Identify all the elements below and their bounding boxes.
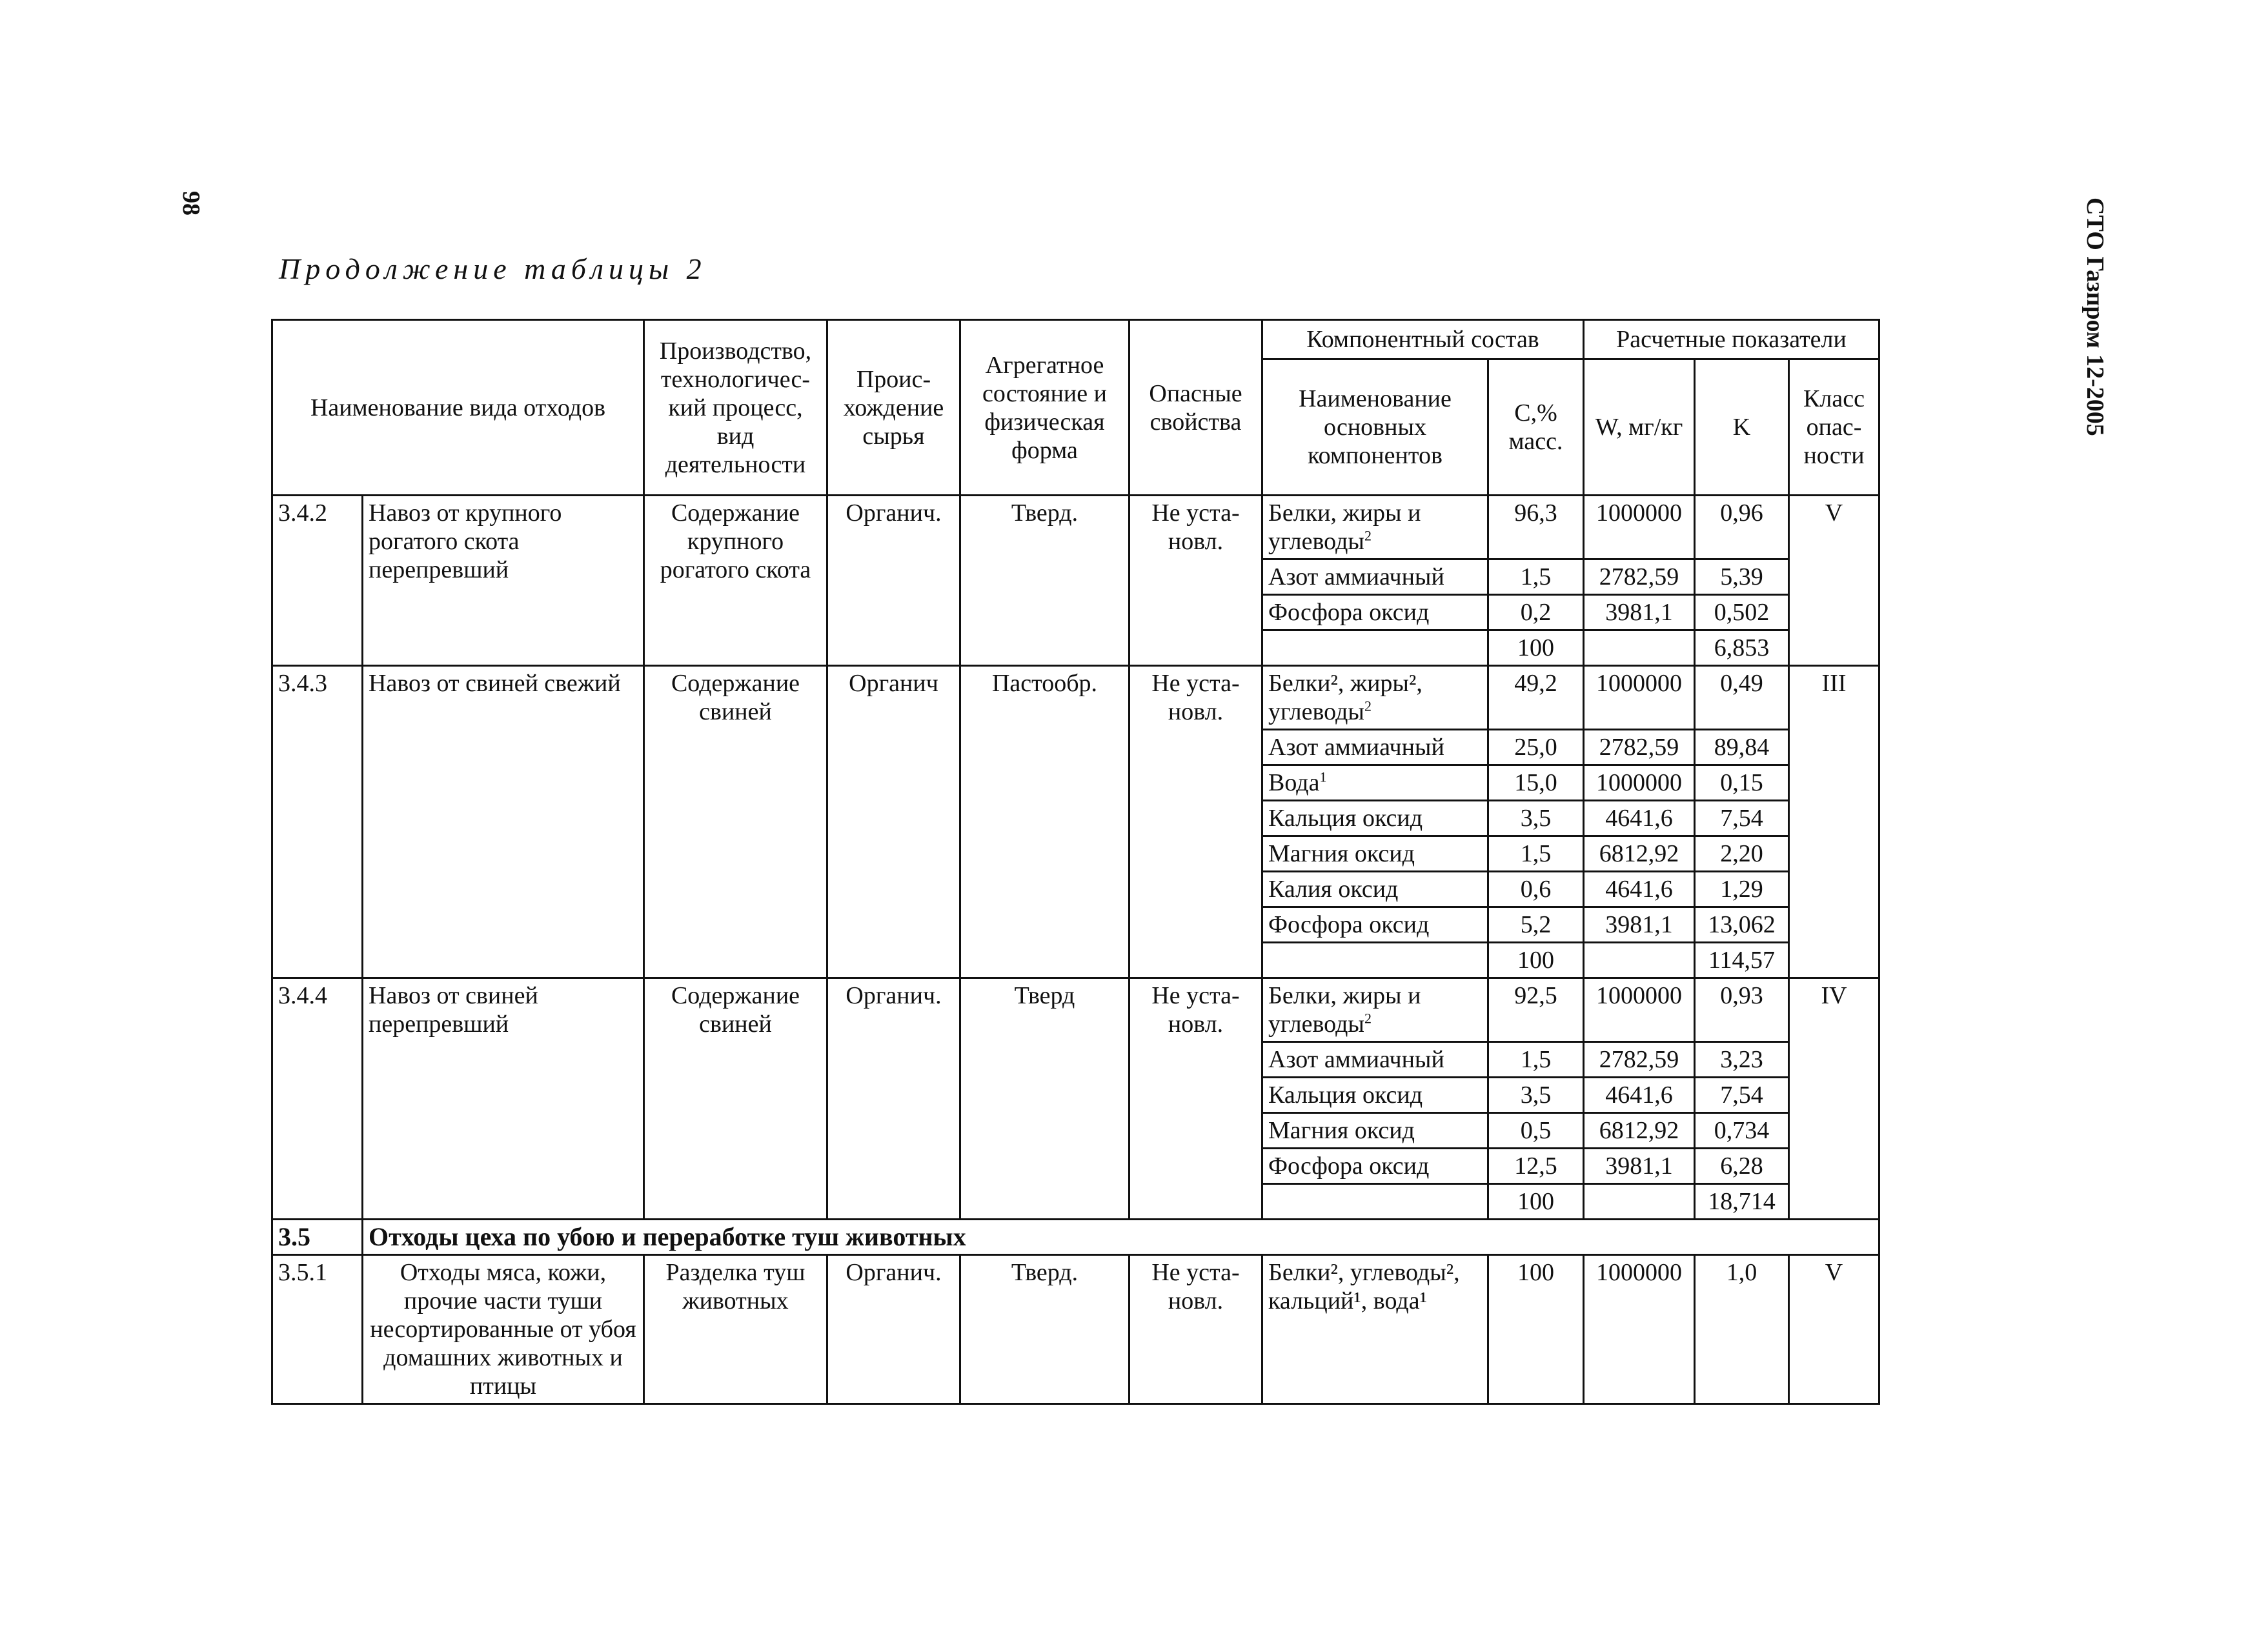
total-c: 100: [1488, 630, 1584, 666]
row-class: V: [1789, 496, 1879, 666]
header-calc-group: Расчетные показатели: [1584, 320, 1879, 359]
component-name: Магния оксид: [1262, 1113, 1488, 1149]
component-name: Магния оксид: [1262, 836, 1488, 872]
row-name: Навоз от крупного рогатого скота перепревший: [363, 496, 644, 666]
component-c: 5,2: [1488, 907, 1584, 943]
total-blank: [1584, 943, 1695, 978]
total-k: 18,714: [1695, 1184, 1789, 1220]
section-row: [272, 1220, 1879, 1255]
table-row: [272, 1255, 1879, 1404]
component-k: 1,29: [1695, 872, 1789, 907]
component-w: 3981,1: [1584, 595, 1695, 630]
header-origin: Проис-хождение сырья: [827, 320, 960, 496]
header-component-group: Компонентный состав: [1262, 320, 1584, 359]
header-state: Агрегатное состояние и физическая форма: [960, 320, 1129, 496]
component-c: 0,2: [1488, 595, 1584, 630]
component-name: Кальция оксид: [1262, 801, 1488, 836]
row-state: Тверд.: [960, 1255, 1129, 1404]
component-k: 3,23: [1695, 1042, 1789, 1078]
component-w: 1000000: [1584, 1255, 1695, 1404]
header-hazard: Опасные свойства: [1129, 320, 1262, 496]
row-production: Содержание свиней: [644, 978, 827, 1220]
row-name: Навоз от свиней свежий: [363, 666, 644, 978]
component-k: 5,39: [1695, 559, 1789, 595]
row-name: Навоз от свиней перепревший: [363, 978, 644, 1220]
row-class: V: [1789, 1255, 1879, 1404]
component-w: 3981,1: [1584, 1149, 1695, 1184]
component-c: 12,5: [1488, 1149, 1584, 1184]
component-w: 2782,59: [1584, 730, 1695, 765]
total-blank: [1262, 630, 1488, 666]
component-c: 1,5: [1488, 1042, 1584, 1078]
row-origin: Органич.: [827, 1255, 960, 1404]
row-state: Пастообр.: [960, 666, 1129, 978]
component-k: 7,54: [1695, 801, 1789, 836]
page-number: 98: [177, 191, 205, 216]
document-code: СТО Газпром 12-2005: [2081, 197, 2109, 436]
component-c: 1,5: [1488, 559, 1584, 595]
component-name: Белки, жиры и углеводы$^2$: [1262, 978, 1488, 1042]
row-production: Содержание свиней: [644, 666, 827, 978]
component-name: Фосфора оксид: [1262, 595, 1488, 630]
table-row: [272, 666, 1879, 730]
total-blank: [1584, 1184, 1695, 1220]
table-caption: Продолжение таблицы 2: [279, 252, 707, 285]
total-blank: [1262, 943, 1488, 978]
component-w: 4641,6: [1584, 872, 1695, 907]
component-w: 1000000: [1584, 765, 1695, 801]
section-code: 3.5: [272, 1220, 363, 1255]
row-production: Содержание крупного рогатого скота: [644, 496, 827, 666]
component-name: Калия оксид: [1262, 872, 1488, 907]
component-name: Азот аммиачный: [1262, 1042, 1488, 1078]
component-name: Белки², углеводы², кальций¹, вода¹: [1262, 1255, 1488, 1404]
component-c: 3,5: [1488, 801, 1584, 836]
component-k: 6,28: [1695, 1149, 1789, 1184]
component-c: 49,2: [1488, 666, 1584, 730]
row-hazard: Не уста-новл.: [1129, 666, 1262, 978]
component-c: 3,5: [1488, 1078, 1584, 1113]
component-name: Белки, жиры и углеводы$^2$: [1262, 496, 1488, 559]
component-k: 0,49: [1695, 666, 1789, 730]
component-w: 4641,6: [1584, 1078, 1695, 1113]
waste-table: [271, 319, 1880, 1405]
header-w: W, мг/кг: [1584, 359, 1695, 496]
total-blank: [1584, 630, 1695, 666]
row-code: 3.5.1: [272, 1255, 363, 1404]
component-k: 2,20: [1695, 836, 1789, 872]
component-c: 25,0: [1488, 730, 1584, 765]
row-class: III: [1789, 666, 1879, 978]
row-hazard: Не уста-новл.: [1129, 1255, 1262, 1404]
total-c: 100: [1488, 943, 1584, 978]
row-code: 3.4.3: [272, 666, 363, 978]
component-k: 1,0: [1695, 1255, 1789, 1404]
component-w: 2782,59: [1584, 1042, 1695, 1078]
component-c: 100: [1488, 1255, 1584, 1404]
component-name: Азот аммиачный: [1262, 559, 1488, 595]
row-origin: Органич: [827, 666, 960, 978]
component-k: 0,502: [1695, 595, 1789, 630]
row-hazard: Не уста-новл.: [1129, 978, 1262, 1220]
component-k: 13,062: [1695, 907, 1789, 943]
table-row: [272, 978, 1879, 1042]
component-name: Фосфора оксид: [1262, 907, 1488, 943]
component-name: Кальция оксид: [1262, 1078, 1488, 1113]
component-k: 0,15: [1695, 765, 1789, 801]
row-origin: Органич.: [827, 978, 960, 1220]
table-row: [272, 496, 1879, 559]
component-k: 7,54: [1695, 1078, 1789, 1113]
header-name: Наименование вида отходов: [272, 320, 644, 496]
component-name: Вода$^1$: [1262, 765, 1488, 801]
total-k: 114,57: [1695, 943, 1789, 978]
header-row-top: [272, 320, 1879, 359]
component-c: 1,5: [1488, 836, 1584, 872]
component-w: 4641,6: [1584, 801, 1695, 836]
component-w: 6812,92: [1584, 836, 1695, 872]
component-name: Азот аммиачный: [1262, 730, 1488, 765]
component-w: 1000000: [1584, 496, 1695, 559]
total-c: 100: [1488, 1184, 1584, 1220]
header-production: Производство, технологичес-кий процесс, вид деятельности: [644, 320, 827, 496]
row-state: Тверд: [960, 978, 1129, 1220]
component-name: Фосфора оксид: [1262, 1149, 1488, 1184]
section-title: Отходы цеха по убою и переработке туш животных: [363, 1220, 1879, 1255]
component-c: 15,0: [1488, 765, 1584, 801]
row-name: Отходы мяса, кожи, прочие части туши несортированные от убоя домашних животных и птицы: [363, 1255, 644, 1404]
component-k: 89,84: [1695, 730, 1789, 765]
row-origin: Органич.: [827, 496, 960, 666]
header-component-name: Наименование основных компонентов: [1262, 359, 1488, 496]
row-code: 3.4.2: [272, 496, 363, 666]
component-w: 1000000: [1584, 978, 1695, 1042]
component-name: Белки², жиры², углеводы$^2$: [1262, 666, 1488, 730]
component-w: 1000000: [1584, 666, 1695, 730]
row-code: 3.4.4: [272, 978, 363, 1220]
component-w: 6812,92: [1584, 1113, 1695, 1149]
row-hazard: Не уста-новл.: [1129, 496, 1262, 666]
row-production: Разделка туш животных: [644, 1255, 827, 1404]
header-k: K: [1695, 359, 1789, 496]
component-c: 0,5: [1488, 1113, 1584, 1149]
component-k: 0,734: [1695, 1113, 1789, 1149]
component-c: 96,3: [1488, 496, 1584, 559]
row-class: IV: [1789, 978, 1879, 1220]
component-k: 0,93: [1695, 978, 1789, 1042]
component-w: 2782,59: [1584, 559, 1695, 595]
header-class: Класс опас-ности: [1789, 359, 1879, 496]
component-w: 3981,1: [1584, 907, 1695, 943]
header-c: C,% масс.: [1488, 359, 1584, 496]
row-state: Тверд.: [960, 496, 1129, 666]
total-blank: [1262, 1184, 1488, 1220]
component-k: 0,96: [1695, 496, 1789, 559]
component-c: 92,5: [1488, 978, 1584, 1042]
component-c: 0,6: [1488, 872, 1584, 907]
total-k: 6,853: [1695, 630, 1789, 666]
